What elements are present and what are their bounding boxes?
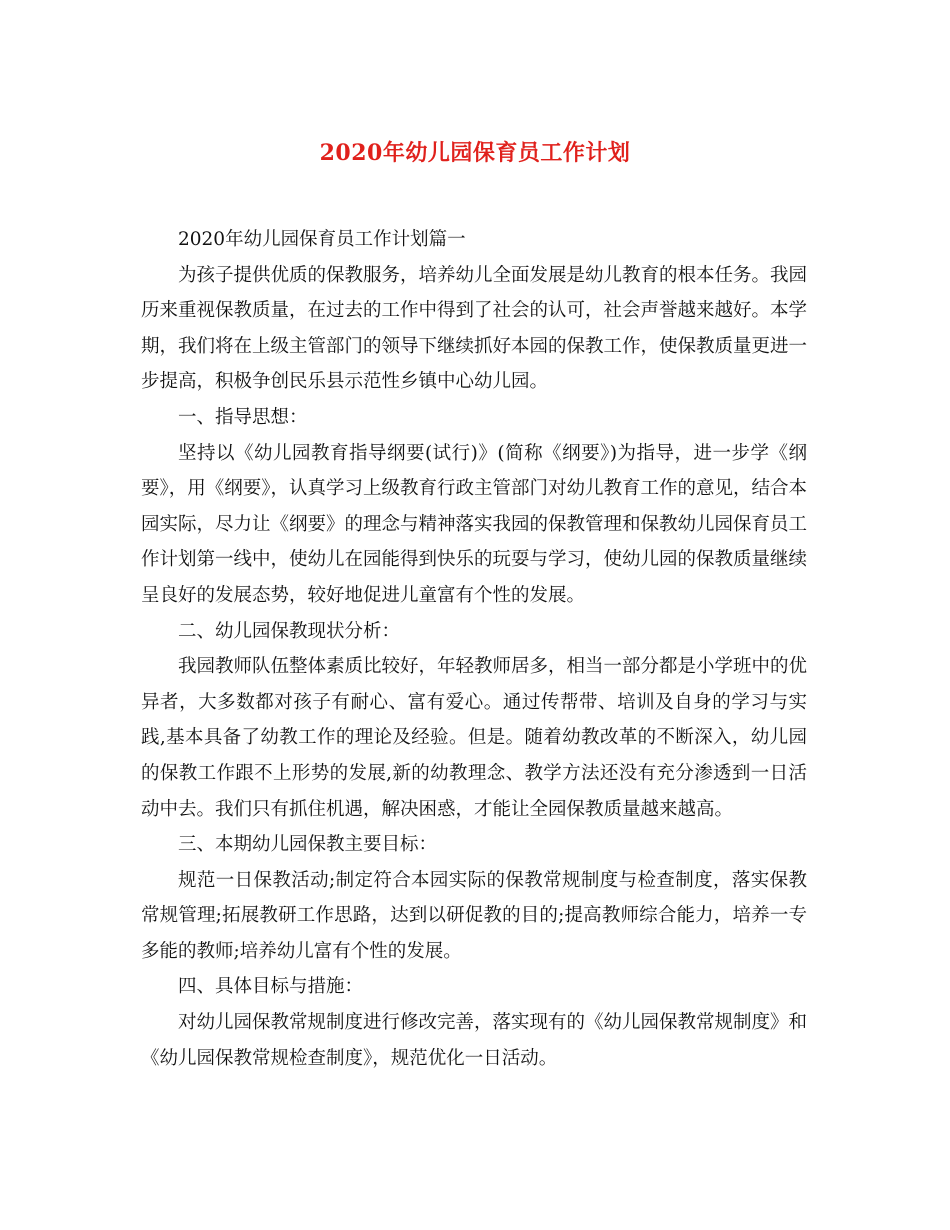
heading-status-analysis: 二、幼儿园保教现状分析： — [178, 620, 401, 642]
paragraph-status-analysis: 我园教师队伍整体素质比较好，年轻教师居多，相当一部分都是小学班中的优异者，大多数都对孩子有耐心、富有爱心。通过传帮带、培训及自身的学习与实践,基本具备了幼教工作的理论及经验。但是。随着幼教改革的不断深入，幼儿园的保教工作跟不上形势的发展,新的幼教理念、教学方法还没有充分渗透到一日活动中去。我们只有抓住机遇，解决困惑，才能让全园保教质量越来越高。 — [141, 656, 808, 820]
heading-main-goals: 三、本期幼儿园保教主要目标： — [178, 834, 438, 856]
document-title: 2020年幼儿园保育员工作计划 — [319, 140, 631, 166]
document-body — [141, 222, 807, 1076]
paragraph-intro: 为孩子提供优质的保教服务，培养幼儿全面发展是幼儿教育的根本任务。我园历来重视保教质量，在过去的工作中得到了社会的认可，社会声誉越来越好。本学期，我们将在上级主管部门的领导下继续抓好本园的保教工作，使保教质量更进一步提高，积极争创民乐县示范性乡镇中心幼儿园。 — [141, 264, 808, 393]
heading-specific-measures: 四、具体目标与措施： — [178, 976, 364, 998]
paragraph-specific-measures: 对幼儿园保教常规制度进行修改完善，落实现有的《幼儿园保教常规制度》和《幼儿园保教常规检查制度》，规范优化一日活动。 — [141, 1012, 808, 1069]
section-subtitle: 2020年幼儿园保育员工作计划篇一 — [178, 229, 466, 250]
heading-guiding-ideology: 一、指导思想： — [178, 406, 308, 428]
paragraph-guiding-ideology: 坚持以《幼儿园教育指导纲要(试行)》(简称《纲要》)为指导，进一步学《纲要》，用《纲要》，认真学习上级教育行政主管部门对幼儿教育工作的意见，结合本园实际，尽力让《纲要》的理念与精神落实我园的保教管理和保教幼儿园保育员工作计划第一线中，使幼儿在园能得到快乐的玩耍与学习，使幼儿园的保教质量继续呈良好的发展态势，较好地促进儿童富有个性的发展。 — [141, 442, 808, 606]
paragraph-main-goals: 规范一日保教活动;制定符合本园实际的保教常规制度与检查制度，落实保教常规管理;拓展教研工作思路，达到以研促教的目的;提高教师综合能力，培养一专多能的教师;培养幼儿富有个性的发展。 — [141, 869, 807, 962]
